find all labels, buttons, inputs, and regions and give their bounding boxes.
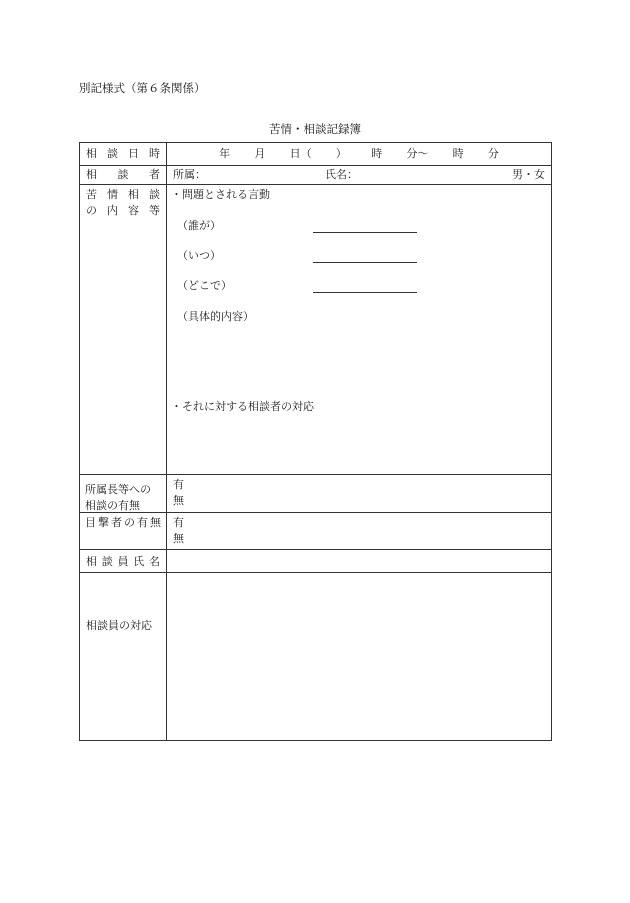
where-label: （どこで） — [177, 279, 232, 292]
content-field[interactable] — [167, 185, 551, 474]
hour-unit-end: 時 — [452, 147, 464, 160]
supervisor-field[interactable] — [167, 477, 551, 509]
counselor-response-label: 相談員の対応 — [86, 619, 152, 632]
weekday-close: ） — [335, 147, 347, 160]
supervisor-label: 所属長等への 相談の有無 — [85, 483, 151, 512]
where-underline[interactable] — [313, 292, 417, 293]
month-unit: 月 — [254, 147, 266, 160]
minute-range-unit: 分～ — [406, 147, 429, 160]
day-unit: 日（ — [289, 147, 312, 160]
content-label: 苦 情 相 談 の 内 容 等 — [86, 188, 160, 217]
witness-no-option[interactable]: 無 — [173, 532, 184, 545]
name-label: 氏名： — [325, 168, 358, 181]
details-label: （具体的内容） — [177, 310, 254, 323]
row-divider — [80, 474, 551, 475]
consultant-field[interactable] — [167, 167, 551, 183]
form-title: 苦情・相談記録簿 — [269, 122, 361, 136]
row-divider — [80, 165, 551, 166]
witness-field[interactable] — [167, 515, 551, 547]
supervisor-no-option[interactable]: 無 — [173, 494, 184, 507]
who-label: （誰が） — [177, 219, 221, 232]
record-table — [79, 142, 552, 741]
consultant-label: 相 談 者 — [86, 168, 160, 181]
witness-label: 目 撃 者 の 有 無 — [85, 516, 161, 529]
counselor-name-label: 相 談 員 氏 名 — [86, 555, 160, 568]
row-divider — [80, 549, 551, 550]
hour-unit: 時 — [371, 147, 383, 160]
date-label: 相 談 日 時 — [86, 147, 160, 160]
when-underline[interactable] — [313, 262, 417, 263]
date-field[interactable] — [167, 146, 551, 162]
when-label: （いつ） — [177, 249, 221, 262]
problem-behavior-heading: ・問題とされる言動 — [171, 188, 270, 201]
who-underline[interactable] — [313, 232, 417, 233]
form-label: 別記様式（第６条関係） — [79, 81, 206, 95]
gender-options[interactable]: 男・女 — [512, 168, 545, 181]
counselor-response-field[interactable] — [167, 573, 551, 741]
counselor-name-field[interactable] — [167, 551, 551, 571]
consultant-response-heading: ・それに対する相談者の対応 — [171, 400, 314, 413]
supervisor-yes-option[interactable]: 有 — [173, 478, 184, 491]
year-unit: 年 — [219, 147, 231, 160]
affiliation-label: 所属： — [173, 168, 206, 181]
witness-yes-option[interactable]: 有 — [173, 516, 184, 529]
minute-unit-end: 分 — [487, 147, 499, 160]
